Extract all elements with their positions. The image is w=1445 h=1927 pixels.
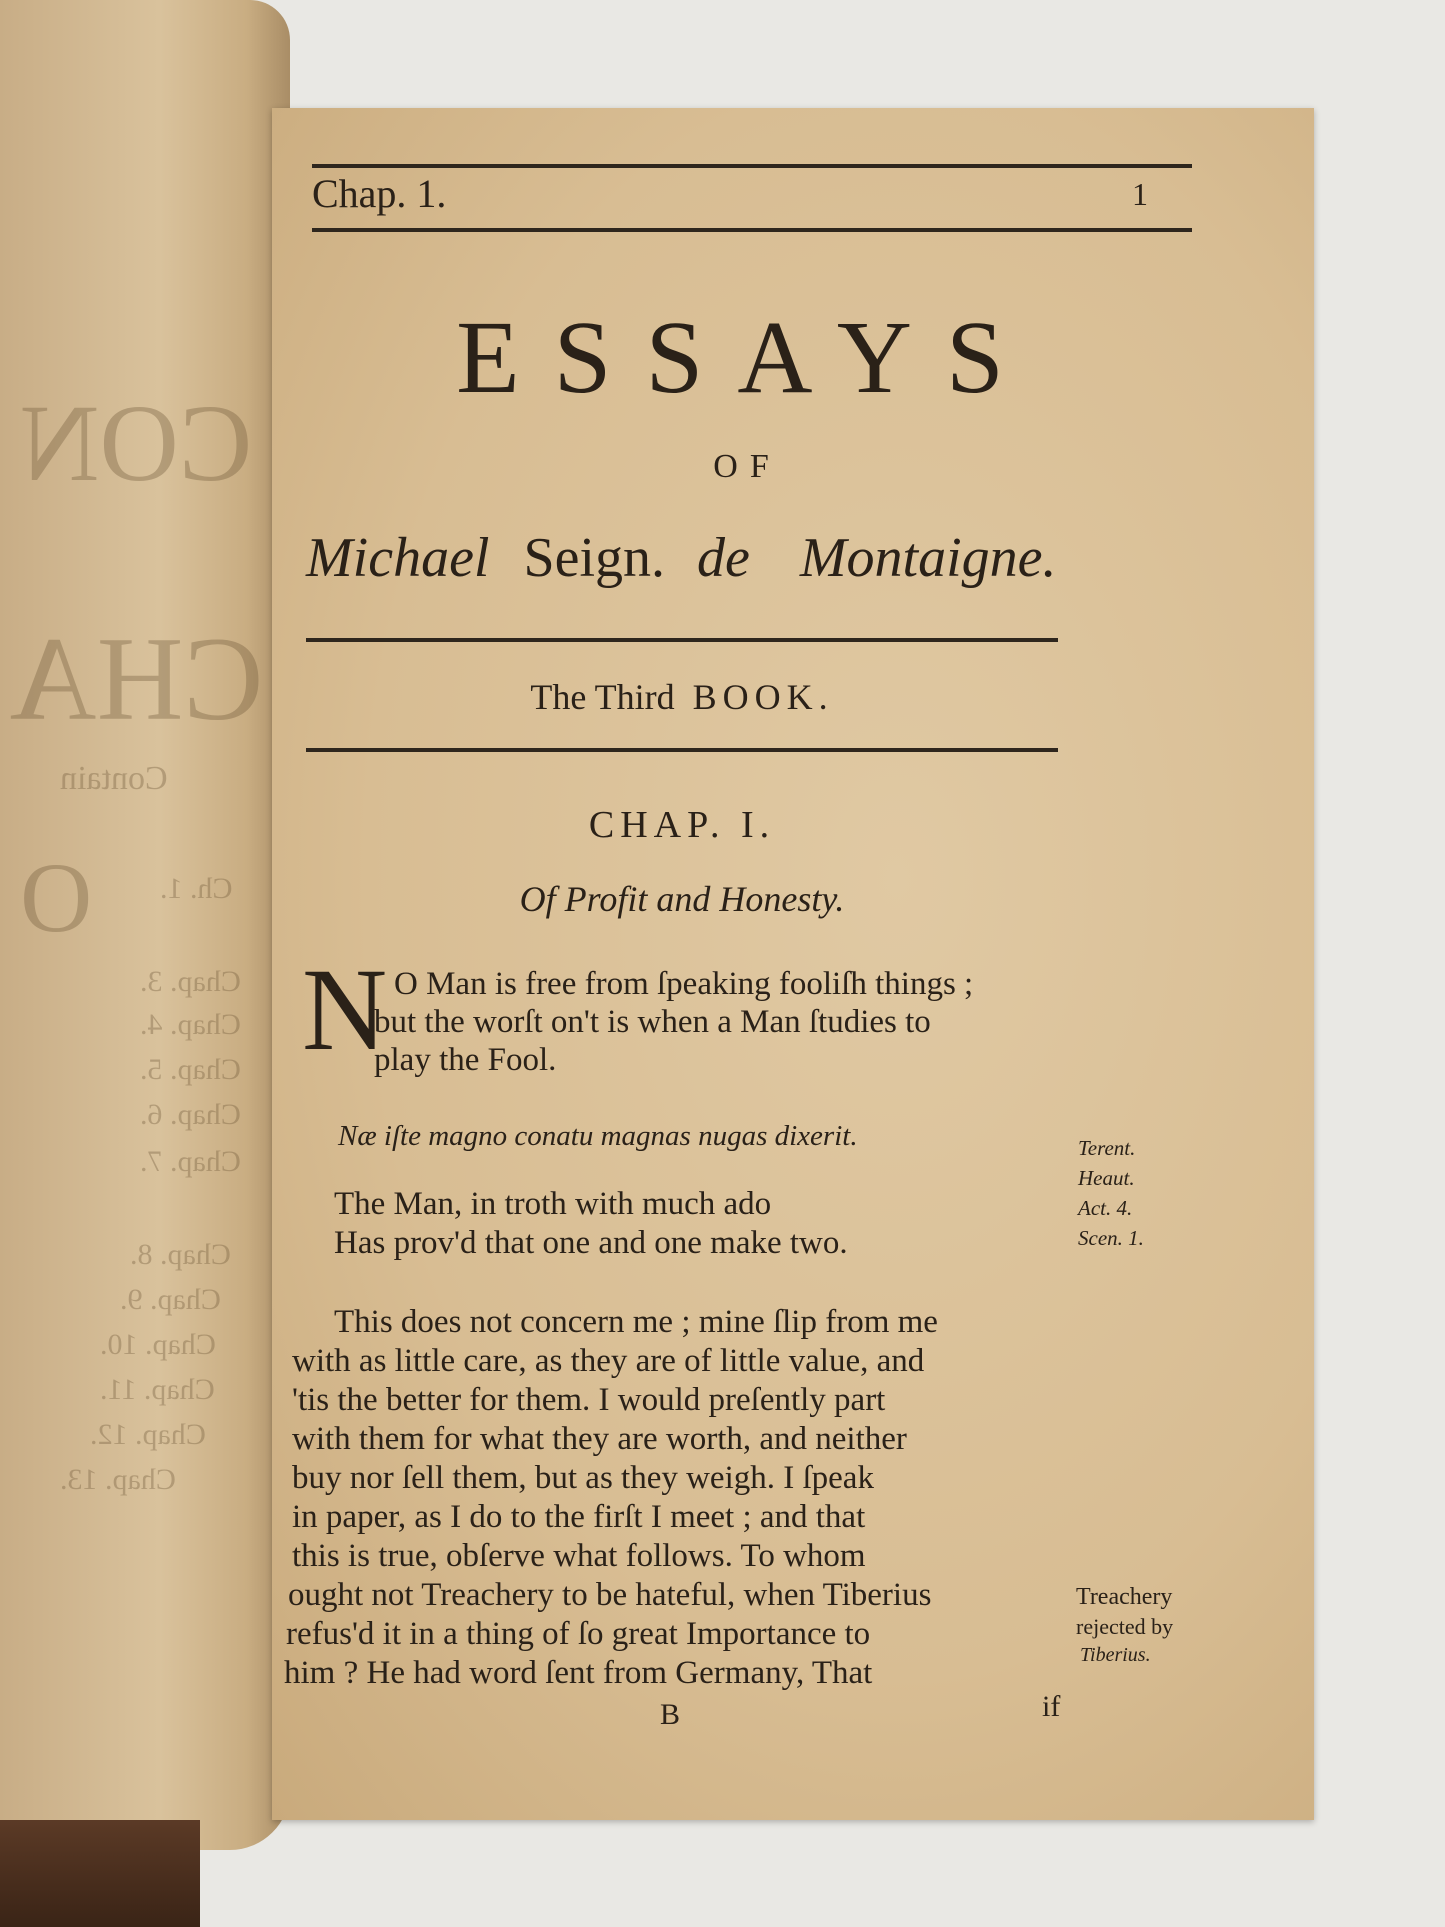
body-line: ought not Treachery to be hateful, when Tiberius (288, 1577, 932, 1613)
book-title: ESSAYS (456, 300, 1038, 415)
left-page-chapter-entry: Chap. 9. (120, 1283, 221, 1316)
header-bottom-rule (312, 228, 1192, 232)
book-heading-prefix: The Third (530, 677, 675, 717)
page-number: 1 (1132, 176, 1148, 212)
left-page-heading-fragment: CON (20, 382, 253, 504)
author-last-name: Montaigne. (799, 527, 1057, 589)
left-page-chapter-entry: Chap. 3. (140, 965, 241, 998)
side-note: Tiberius. (1080, 1644, 1151, 1666)
verse-line: The Man, in troth with much ado (334, 1186, 772, 1222)
book-spine (0, 1820, 200, 1927)
book-heading (306, 676, 1058, 718)
left-page-heading-fragment: Contain (60, 760, 168, 797)
left-page-heading-fragment: CHA (10, 612, 264, 745)
citation-note: Heaut. (1078, 1166, 1135, 1190)
body-line: with as little care, as they are of little value, and (292, 1343, 925, 1379)
signature-mark: B (660, 1698, 681, 1731)
citation-note: Act. 4. (1078, 1196, 1133, 1220)
left-page-chapter-entry: Chap. 11. (100, 1373, 215, 1406)
running-header-chapter: Chap. 1. (312, 171, 447, 216)
author-first-name: Michael (306, 527, 490, 589)
opening-line: but the worſt on't is when a Man ſtudies to (374, 1004, 931, 1040)
left-page-chapter-entry: Chap. 7. (140, 1145, 241, 1178)
body-line: This does not concern me ; mine ſlip from me (334, 1304, 938, 1340)
body-line: buy nor ſell them, but as they weigh. I ſpeak (292, 1460, 874, 1496)
opening-line: O Man is free from ſpeaking fooliſh things ; (394, 966, 974, 1002)
left-page-chapter-entry: Chap. 6. (140, 1098, 241, 1131)
opening-line: play the Fool. (374, 1042, 557, 1078)
header-top-rule (312, 164, 1192, 168)
chapter-subtitle: Of Profit and Honesty. (519, 879, 845, 919)
catchword: if (1042, 1690, 1061, 1723)
left-page-chapter-entry: Chap. 10. (100, 1328, 216, 1361)
chapter-heading: CHAP. I. (588, 804, 776, 846)
book-page (272, 108, 1314, 1820)
latin-quote: Næ iſte magno conatu magnas nugas dixerit. (338, 1120, 858, 1152)
body-line: in paper, as I do to the firſt I meet ; and that (292, 1499, 866, 1535)
left-page-chapter-entry: Chap. 12. (90, 1418, 206, 1451)
body-line: him ? He had word ſent from Germany, That (284, 1655, 873, 1691)
left-page-chapter-entry: Chap. 4. (140, 1008, 241, 1041)
side-note: rejected by (1076, 1614, 1174, 1639)
author-name (306, 526, 1057, 590)
book-bottom-rule (306, 748, 1058, 752)
left-facing-page (0, 0, 290, 1850)
body-line: 'tis the better for them. I would preſently part (292, 1382, 886, 1418)
left-page-heading-fragment: O (20, 842, 93, 953)
side-note: Treachery (1076, 1584, 1173, 1610)
author-particle: de (697, 527, 750, 589)
citation-note: Scen. 1. (1078, 1226, 1144, 1250)
left-page-chapter-entry: Ch. 1. (160, 872, 233, 905)
body-line: refus'd it in a thing of ſo great Importance to (286, 1616, 871, 1652)
body-line: with them for what they are worth, and neither (292, 1421, 907, 1457)
book-top-rule (306, 638, 1058, 642)
author-middle: Seign. (523, 527, 666, 589)
verse-line: Has prov'd that one and one make two. (334, 1225, 848, 1261)
body-line: this is true, obſerve what follows. To whom (292, 1538, 866, 1574)
left-page-chapter-entry: Chap. 8. (130, 1238, 231, 1271)
title-of: OF (713, 448, 781, 485)
citation-note: Terent. (1078, 1136, 1136, 1160)
left-page-chapter-entry: Chap. 13. (60, 1463, 176, 1496)
left-page-chapter-entry: Chap. 5. (140, 1053, 241, 1086)
drop-cap: N (302, 944, 388, 1075)
book-heading-word: BOOK. (692, 677, 834, 717)
